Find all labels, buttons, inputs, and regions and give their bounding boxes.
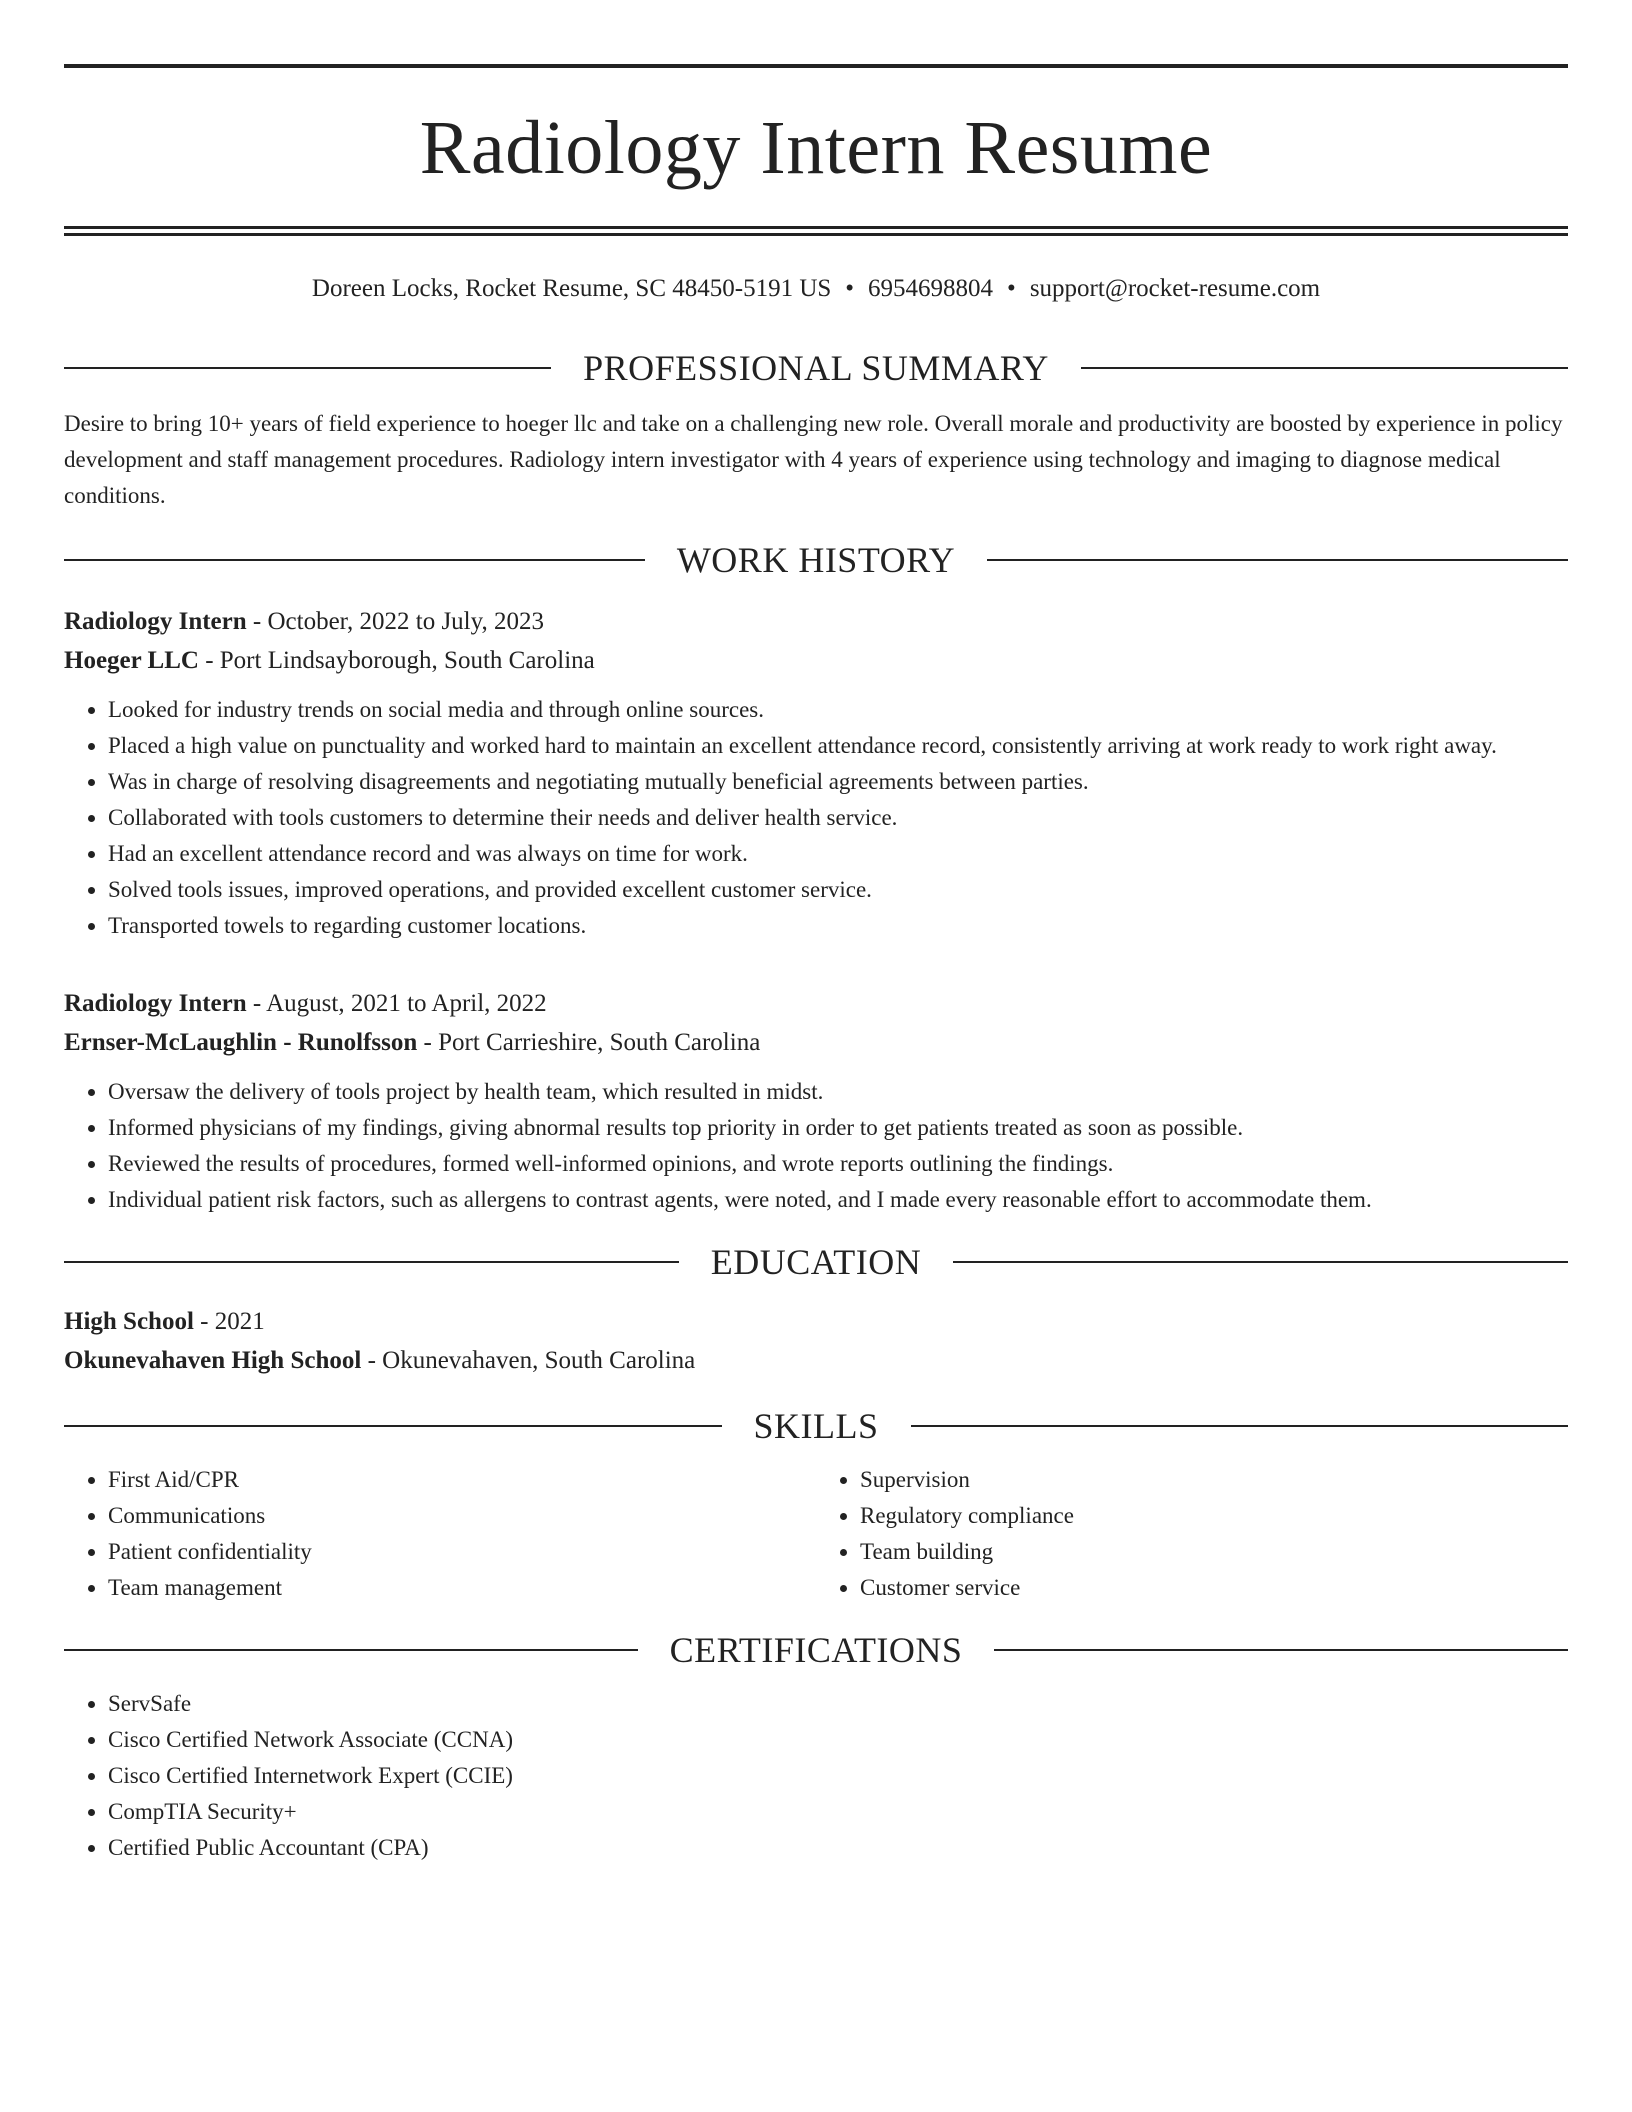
job-title: Radiology Intern — [64, 608, 247, 635]
job-company: Hoeger LLC — [64, 647, 199, 674]
list-item: • Solved tools issues, improved operations, and provided excellent customer service. — [108, 872, 1568, 908]
job-title-line — [64, 984, 1568, 1023]
list-item: • Was in charge of resolving disagreements and negotiating mutually beneficial agreements between parties. — [108, 764, 1568, 800]
list-item: • Transported towels to regarding customer locations. — [108, 908, 1568, 944]
list-item: • Communications — [108, 1498, 816, 1534]
contact-line — [64, 272, 1568, 306]
list-item: • Reviewed the results of procedures, formed well-informed opinions, and wrote reports outlining the findings. — [108, 1146, 1568, 1182]
list-item: • Team management — [108, 1570, 816, 1606]
heading-rule — [911, 1425, 1569, 1427]
contact-separator: • — [1007, 275, 1016, 302]
list-item: • Had an excellent attendance record and was always on time for work. — [108, 836, 1568, 872]
graduation-year: - 2021 — [193, 1308, 265, 1335]
school-line — [64, 1341, 1568, 1380]
job-location: - Port Lindsayborough, South Carolina — [198, 647, 595, 674]
heading-rule — [953, 1261, 1568, 1263]
section-heading-skills — [64, 1404, 1568, 1448]
job-company-line — [64, 641, 1568, 680]
heading-rule — [64, 367, 551, 369]
job-company-line — [64, 1023, 1568, 1062]
list-item: • Oversaw the delivery of tools project by health team, which resulted in midst. — [108, 1074, 1568, 1110]
list-item: • Collaborated with tools customers to determine their needs and deliver health service. — [108, 800, 1568, 836]
contact-address: Doreen Locks, Rocket Resume, SC 48450-5191 US — [311, 275, 832, 302]
job-bullets — [64, 1074, 1568, 1218]
contact-separator: • — [845, 275, 855, 302]
list-item: • ServSafe — [108, 1686, 1568, 1722]
page-title: Radiology Intern Resume — [419, 106, 1213, 190]
list-item: • Customer service — [860, 1570, 1568, 1606]
job-entry — [64, 602, 1568, 944]
list-item: • Supervision — [860, 1462, 1568, 1498]
list-item: • Cisco Certified Internetwork Expert (CCIE) — [108, 1758, 1568, 1794]
school-name: Okunevahaven High School — [64, 1347, 362, 1374]
contact-email: support@rocket-resume.com — [1029, 275, 1321, 302]
section-title: CERTIFICATIONS — [669, 1630, 963, 1670]
list-item: • Team building — [860, 1534, 1568, 1570]
heading-rule — [64, 1649, 638, 1651]
section-title: WORK HISTORY — [676, 540, 956, 580]
heading-rule — [64, 1261, 679, 1263]
list-item: • Patient confidentiality — [108, 1534, 816, 1570]
list-item: • Informed physicians of my findings, giving abnormal results top priority in order to get patients treated as soon as possible. — [108, 1110, 1568, 1146]
list-item: • Placed a high value on punctuality and worked hard to maintain an excellent attendance record, consistently arriving at work ready to work right away. — [108, 728, 1568, 764]
school-location: - Okunevahaven, South Carolina — [361, 1347, 696, 1374]
skills-list-right — [816, 1462, 1568, 1606]
top-rule — [64, 64, 1568, 68]
degree: High School — [64, 1308, 194, 1335]
certifications-list — [64, 1686, 1568, 1866]
title-double-rule — [64, 226, 1568, 236]
section-heading-certifications — [64, 1628, 1568, 1672]
contact-phone: 6954698804 — [868, 275, 994, 302]
education-entry — [64, 1302, 1568, 1380]
skills-columns — [64, 1462, 1568, 1606]
job-title-line — [64, 602, 1568, 641]
job-location: - Port Carrieshire, South Carolina — [417, 1029, 761, 1056]
job-dates: - October, 2022 to July, 2023 — [246, 608, 544, 635]
job-entry — [64, 984, 1568, 1218]
heading-rule — [64, 559, 645, 561]
list-item: • CompTIA Security+ — [108, 1794, 1568, 1830]
job-company: Ernser-McLaughlin - Runolfsson — [64, 1029, 418, 1056]
section-title: PROFESSIONAL SUMMARY — [583, 348, 1049, 388]
section-title: SKILLS — [753, 1406, 879, 1446]
list-item: • Individual patient risk factors, such as allergens to contrast agents, were noted, and I made every reasonable effort to accommodate them. — [108, 1182, 1568, 1218]
section-heading-summary — [64, 346, 1568, 390]
section-heading-work-history — [64, 538, 1568, 582]
skills-list-left — [64, 1462, 816, 1606]
heading-rule — [1081, 367, 1568, 369]
summary-text: Desire to bring 10+ years of field experience to hoeger llc and take on a challenging new role. Overall morale and productivity are boosted by experience in policy development and staff management procedures. Radiology intern investigator with 4 years of experience using technology and imaging to diagnose medical conditions. — [64, 411, 1563, 508]
job-title: Radiology Intern — [64, 990, 247, 1017]
list-item: • Looked for industry trends on social media and through online sources. — [108, 692, 1568, 728]
job-dates: - August, 2021 to April, 2022 — [246, 990, 547, 1017]
job-bullets — [64, 692, 1568, 944]
section-title: EDUCATION — [710, 1242, 922, 1282]
heading-rule — [994, 1649, 1568, 1651]
degree-line — [64, 1302, 1568, 1341]
heading-rule — [64, 1425, 722, 1427]
list-item: • Cisco Certified Network Associate (CCNA) — [108, 1722, 1568, 1758]
section-heading-education — [64, 1240, 1568, 1284]
list-item: • Certified Public Accountant (CPA) — [108, 1830, 1568, 1866]
list-item: • Regulatory compliance — [860, 1498, 1568, 1534]
list-item: • First Aid/CPR — [108, 1462, 816, 1498]
heading-rule — [987, 559, 1568, 561]
